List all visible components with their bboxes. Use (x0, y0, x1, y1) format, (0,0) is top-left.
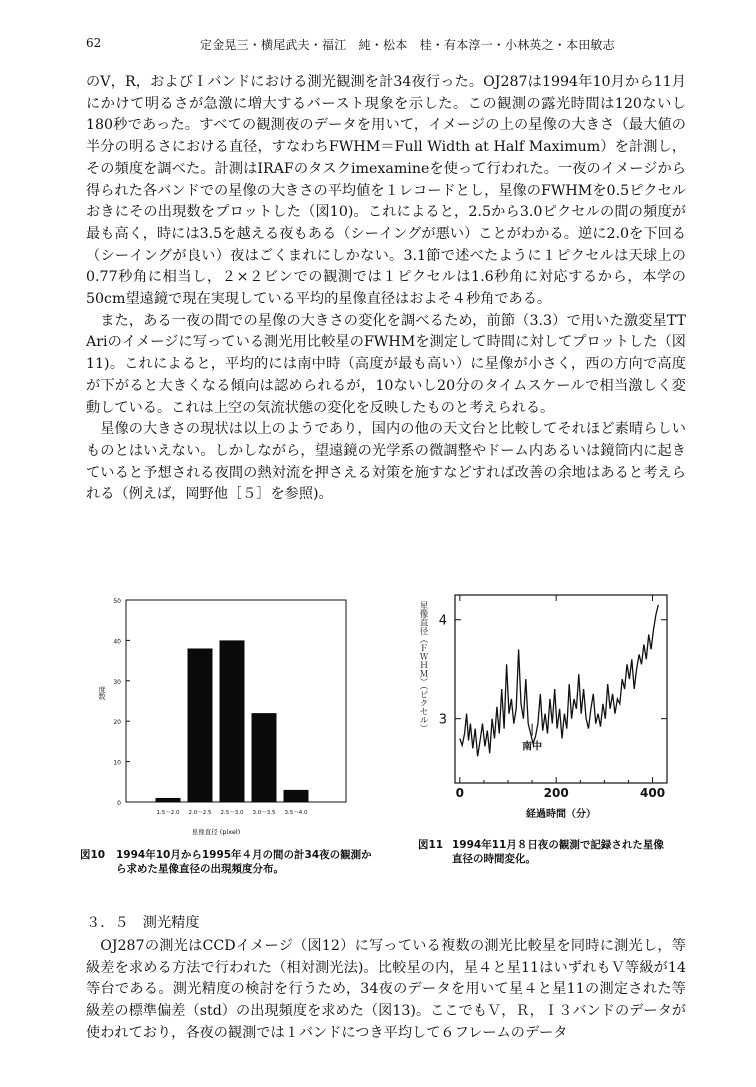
y-axis-label: 度数 (98, 686, 106, 700)
figure-11-caption (418, 838, 678, 872)
page-header (0, 36, 756, 56)
x-tick-label-0: 0 (455, 786, 464, 800)
y-tick-label-4: 40 (113, 638, 121, 646)
y-tick-label-0: 0 (117, 800, 121, 807)
figure-10 (86, 592, 376, 856)
bar-4 (284, 790, 309, 802)
series-line (460, 605, 659, 756)
paragraph-2: また，ある一夜の間での星像の大きさの変化を調べるため，前節（3.3）で用いた激変星TT Ariのイメージに写っている測光用比較星のFWHMを測定して時間に対してプロットした（図11)。これによると，平均的には南中時（高度が最も高い）に星像が小さく，西の方向で高度が下がると大きくなる傾向は認められるが，10ないし20分のタイムスケールで相当激しく変動している。これは上空の気流状態の変化を反映したものと考えられる。 (86, 312, 686, 416)
figure-11-number: 図11 (418, 839, 444, 851)
x-tick-label-1: 2.0～2.5 (188, 810, 212, 816)
running-authors: 定金晃三・横尾武夫・福江 純・松本 桂・有本淳一・小林英之・本田敏志 (200, 38, 615, 52)
figure-11-chart (405, 585, 685, 825)
x-tick-label-4: 3.5～4.0 (284, 810, 308, 816)
bar-3 (252, 713, 277, 802)
y-axis-label: 星像直径（ＦＷＨＭ）（ピクセル） (418, 601, 428, 733)
x-axis-label: 経過時間（分） (526, 809, 596, 820)
paragraph-3: 星像の大きさの現状は以上のようであり，国内の他の天文台と比較してそれほど素晴らしいものとはいえない。しかしながら，望遠鏡の光学系の微調整やドーム内あるいは鏡筒内に起きていると予想される夜間の熱対流を押さえる対策を施すなどすれば改善の余地はあると考えられる（例えば，岡野他［５］を参照)。 (86, 421, 686, 503)
figure-10-chart (86, 592, 376, 852)
figure-10-number: 図10 (80, 849, 106, 861)
y-tick-label-2: 20 (113, 719, 121, 727)
annotation-label: 南中 (522, 741, 543, 753)
x-tick-label-2: 2.5～3.0 (220, 810, 244, 816)
page-number: 62 (86, 36, 102, 50)
bar-2 (220, 640, 245, 802)
y-tick-label-0: 3 (438, 712, 447, 728)
y-tick-label-1: 4 (438, 613, 447, 629)
y-tick-label-5: 50 (113, 598, 121, 605)
x-tick-label-0: 1.5～2.0 (156, 810, 180, 816)
figure-10-caption (80, 848, 380, 882)
x-axis-label: 星像直径 (pixel) (191, 828, 241, 836)
bar-0 (156, 798, 181, 802)
paragraph-1: のV，R，およびＩバンドにおける測光観測を計34夜行った。OJ287は1994年10月から11月にかけて明るさが急激に増大するバースト現象を示した。この観測の露光時間は120ないし180秒であった。すべての観測夜のデータを用いて，イメージの上の星像の大きさ（最大値の半分の明るさにおける直径，すなわちFWHM＝Full Width at Half Maximum）を計測し，その頻度を調べた。計測はIRAFのタスクimexamineを使って行われた。一夜のイメージから得られた各バンドでの星像の大きさの平均値を１レコードとし，星像のFWHMを0.5ピクセルおきにその出現数をプロットした（図10)。これによると，2.5から3.0ピクセルの間の頻度が最も高く，時には3.5を越える夜もある（シーイングが悪い）ことがわかる。逆に2.0を下回る（シーイングが良い）夜はごくまれにしかない。3.1節で述べたように１ピクセルは天球上の0.77秒角に相当し，２×２ビンでの観測では１ピクセルは1.6秒角に対応するから，本学の50cm望遠鏡で現在実現している平均的星像直径はおよそ４秒角である。 (86, 74, 686, 308)
y-tick-label-3: 30 (113, 678, 121, 686)
y-tick-label-1: 10 (113, 759, 121, 767)
bar-1 (188, 648, 213, 802)
body-text-bottom (86, 936, 686, 1045)
figure-11 (405, 585, 685, 829)
body-text-top (86, 72, 686, 506)
figure-10-caption-text: 1994年10月から1995年４月の間の計34夜の観測から求めた星像直径の出現頻度分布。 (116, 849, 372, 875)
x-tick-label-1: 200 (543, 786, 569, 800)
figure-11-caption-text: 1994年11月８日夜の観測で記録された星像直径の時間変化。 (452, 839, 664, 865)
x-tick-label-3: 3.0～3.5 (252, 810, 276, 816)
x-tick-label-2: 400 (640, 786, 666, 800)
plot-frame (455, 595, 667, 783)
section-heading: ３．５ 測光精度 (86, 915, 200, 931)
paragraph-4: OJ287の測光はCCDイメージ（図12）に写っている複数の測光比較星を同時に測光し，等級差を求める方法で行われた（相対測光法)。比較星の内，星４と星11はいずれもＶ等級が14等台である。測光精度の検討を行うため，34夜のデータを用いて星４と星11の測定された等級差の標準偏差（std）の出現頻度を求めた（図13)。ここでもＶ，Ｒ，Ｉ３バンドのデータが使われており，各夜の観測では１バンドにつき平均して６フレームのデータ (86, 938, 686, 1041)
